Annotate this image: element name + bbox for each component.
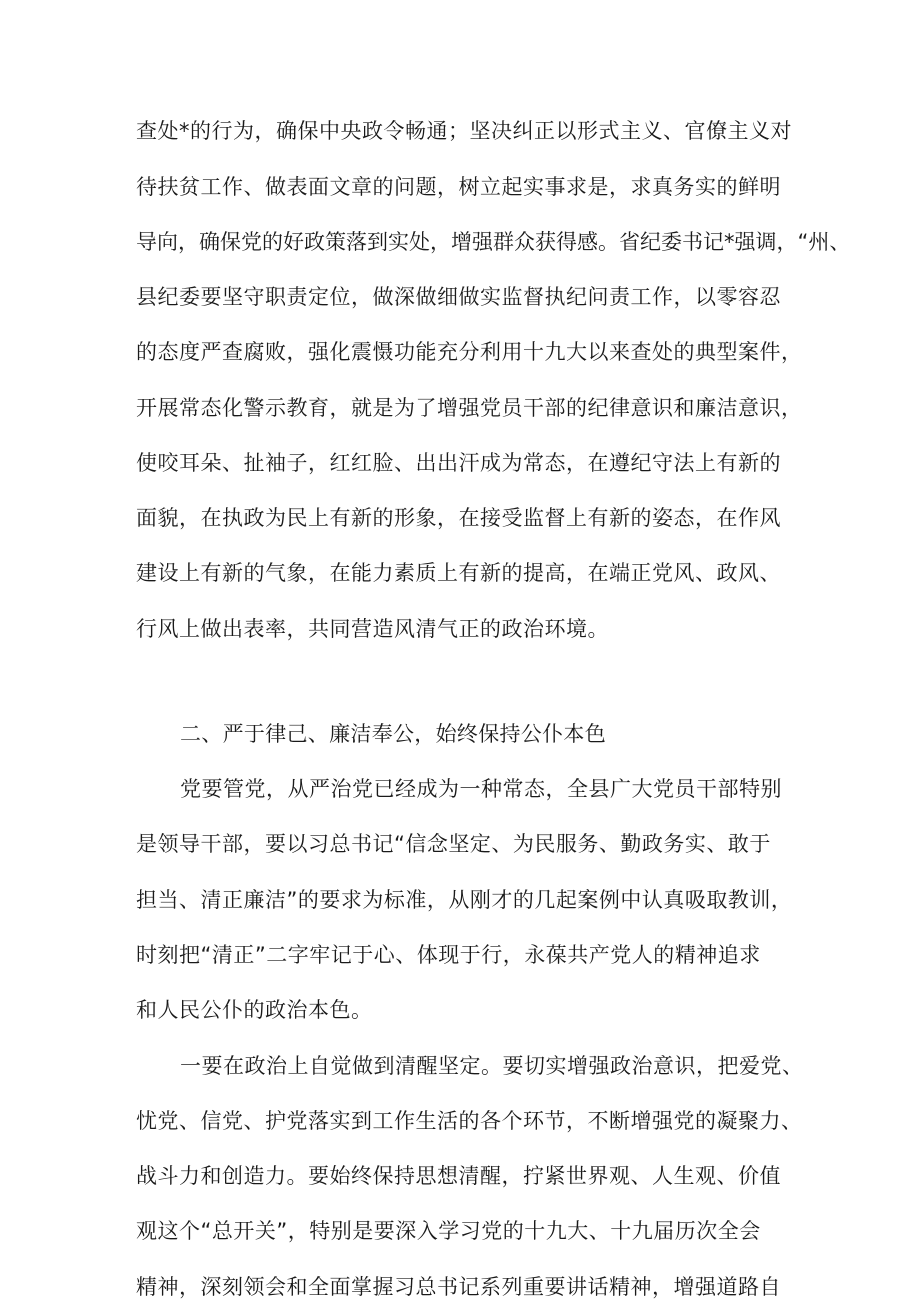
para2-line-3: 担当、清正廉洁”的要求为标准，从刚才的几起案例中认真吸取教训， (136, 888, 793, 912)
para3-line-4: 观这个“总开关”，特别是要深入学习党的十九大、十九届历次全会 (136, 1219, 761, 1243)
para1-line-7: 使咬耳朵、扯袖子，红红脸、出出汗成为常态，在遵纪守法上有新的 (136, 451, 781, 475)
para3-line-1: 一要在政治上自觉做到清醒坚定。要切实增强政治意识，把爱党、 (180, 1054, 804, 1078)
para2-line-4: 时刻把“清正”二字牢记于心、体现于行，永葆共产党人的精神追求 (136, 943, 761, 967)
para1-line-8: 面貌，在执政为民上有新的形象，在接受监督上有新的姿态，在作风 (136, 506, 781, 530)
para1-line-9: 建设上有新的气象，在能力素质上有新的提高，在端正党风、政风、 (136, 561, 781, 585)
para1-line-3: 导向，确保党的好政策落到实处，增强群众获得感。省纪委书记*强调，“州、 (136, 230, 851, 254)
para2-line-1: 党要管党，从严治党已经成为一种常态，全县广大党员干部特别 (180, 777, 782, 801)
para2-line-2: 是领导干部，要以习总书记“信念坚定、为民服务、勤政务实、敢于 (136, 832, 771, 856)
para1-line-2: 待扶贫工作、做表面文章的问题，树立起实事求是，求真务实的鲜明 (136, 175, 781, 199)
para1-line-6: 开展常态化警示教育，就是为了增强党员干部的纪律意识和廉洁意识， (136, 396, 803, 420)
para3-line-3: 战斗力和创造力。要始终保持思想清醒，拧紧世界观、人生观、价值 (136, 1164, 781, 1188)
section-heading: 二、严于律己、廉洁奉公，始终保持公仆本色 (180, 722, 606, 746)
para1-line-1: 查处*的行为，确保中央政令畅通；坚决纠正以形式主义、官僚主义对 (136, 119, 792, 143)
para1-line-10: 行风上做出表率，共同营造风清气正的政治环境。 (136, 617, 609, 641)
para1-line-4: 县纪委要坚守职责定位，做深做细做实监督执纪问责工作，以零容忍 (136, 285, 781, 309)
para2-line-5: 和人民公仆的政治本色。 (136, 998, 373, 1022)
para3-line-5: 精神，深刻领会和全面掌握习总书记系列重要讲话精神，增强道路自 (136, 1275, 781, 1299)
para1-line-5: 的态度严查腐败，强化震慑功能充分利用十九大以来查处的典型案件， (136, 340, 803, 364)
para3-line-2: 忧党、信党、护党落实到工作生活的各个环节，不断增强党的凝聚力、 (136, 1109, 803, 1133)
